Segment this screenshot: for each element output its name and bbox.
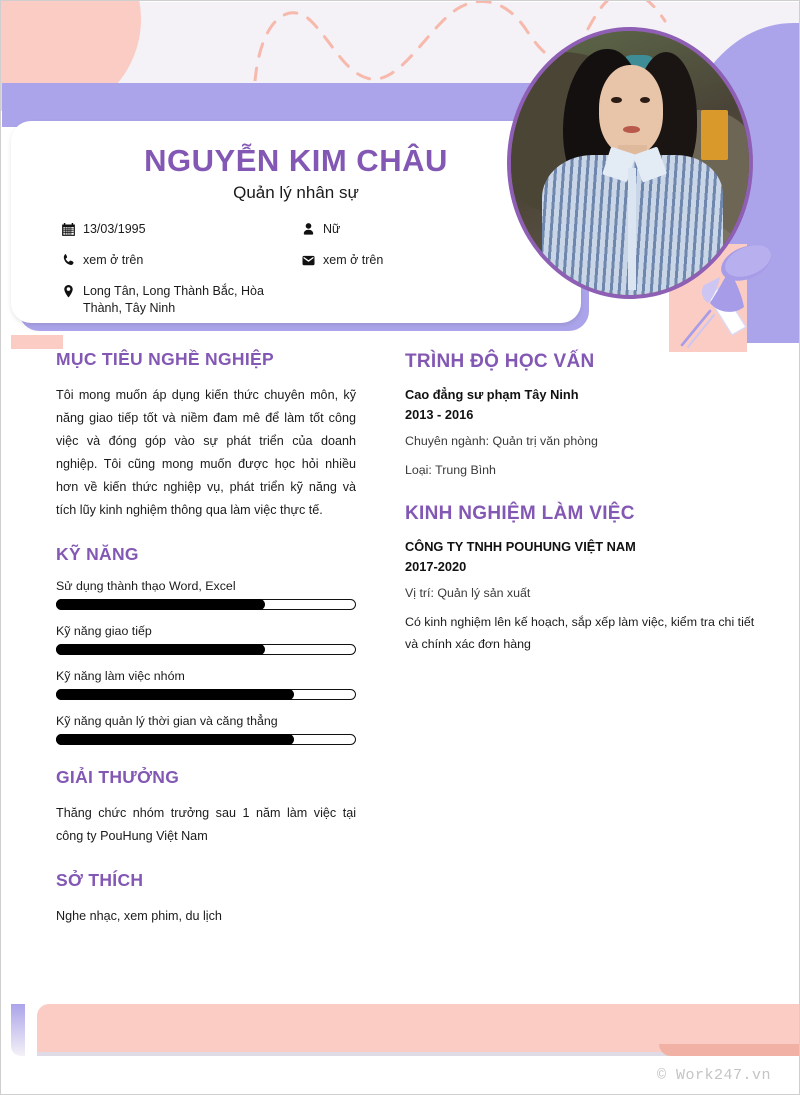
calendar-icon [61, 221, 83, 237]
section-heading-experience: KINH NGHIỆM LÀM VIỆC [405, 503, 635, 524]
avatar [507, 27, 753, 299]
skill-label: Kỹ năng quản lý thời gian và căng thẳng [56, 714, 278, 728]
skill-progress-bar [56, 599, 356, 610]
footer-purple-accent [11, 1004, 25, 1056]
skill-label: Kỹ năng làm việc nhóm [56, 669, 185, 683]
contact-row-birthdate [61, 221, 301, 239]
skill-progress-fill [56, 689, 294, 700]
section-experience [405, 503, 757, 655]
phone-icon [61, 252, 83, 268]
header-card [11, 121, 581, 323]
contact-row-address [61, 283, 301, 317]
footer-peach-accent [659, 1044, 799, 1056]
contact-row-gender [301, 221, 531, 239]
contact-birthdate-value: 13/03/1995 [83, 222, 146, 236]
section-objective [56, 349, 356, 522]
skill-label: Sử dụng thành thạo Word, Excel [56, 579, 236, 593]
contact-email-value: xem ở trên [323, 253, 384, 267]
education-entry [405, 387, 757, 481]
avatar-image [511, 31, 749, 295]
contact-row-phone [61, 252, 301, 270]
section-heading-education: TRÌNH ĐỘ HỌC VẤN [405, 351, 595, 372]
person-icon [301, 221, 323, 237]
contact-address-value: Long Tân, Long Thành Bắc, Hòa Thành, Tây Ninh [83, 284, 264, 315]
skill-item [56, 669, 356, 700]
awards-text: Thăng chức nhóm trưởng sau 1 năm làm việc tại công ty PouHung Việt Nam [56, 806, 356, 843]
objective-text: Tôi mong muốn áp dụng kiến thức chuyên môn, kỹ năng giao tiếp tốt và niềm đam mê để làm tốt công việc và đóng góp vào sự phát triển của doanh nghiệp. Tôi cũng mong muốn được học hỏi nhiều hơn về kiến thức nghiệp vụ, phát triển kỹ năng và tích lũy kinh nghiệm thông qua làm việc thực tế. [56, 388, 356, 517]
experience-entry [405, 539, 757, 655]
skill-progress-fill [56, 644, 265, 655]
contact-gender-value: Nữ [323, 222, 341, 236]
page-title: NGUYỄN KIM CHÂU [144, 143, 448, 178]
peach-tab-decoration [11, 335, 63, 349]
contact-row-email [301, 252, 531, 270]
experience-description: Có kinh nghiệm lên kế hoạch, sắp xếp làm việc, kiểm tra chi tiết và chính xác đơn hàng [405, 615, 755, 651]
envelope-icon [301, 252, 323, 268]
skill-item [56, 624, 356, 655]
experience-position: Vị trí: Quản lý sản xuất [405, 586, 531, 600]
job-role: Quản lý nhân sự [233, 183, 359, 202]
skill-progress-fill [56, 734, 294, 745]
location-pin-icon [61, 283, 83, 299]
skill-progress-bar [56, 689, 356, 700]
skill-progress-bar [56, 734, 356, 745]
experience-company: CÔNG TY TNHH POUHUNG VIỆT NAM [405, 539, 636, 554]
section-heading-objective: MỤC TIÊU NGHỀ NGHIỆP [56, 349, 274, 369]
left-column [56, 349, 356, 950]
right-column [405, 351, 757, 677]
skill-label: Kỹ năng giao tiếp [56, 624, 152, 638]
hobbies-text: Nghe nhạc, xem phim, du lịch [56, 909, 222, 923]
section-awards [56, 767, 356, 848]
section-heading-hobbies: SỞ THÍCH [56, 870, 144, 890]
education-school: Cao đẳng sư phạm Tây Ninh [405, 387, 579, 402]
education-period: 2013 - 2016 [405, 407, 474, 422]
section-heading-awards: GIẢI THƯỞNG [56, 767, 180, 787]
contact-phone-value: xem ở trên [83, 253, 144, 267]
education-major: Chuyên ngành: Quản trị văn phòng [405, 434, 598, 448]
skill-progress-fill [56, 599, 265, 610]
section-skills [56, 544, 356, 745]
contact-column-left [61, 221, 301, 330]
watermark: © Work247.vn [656, 1067, 771, 1084]
contact-column-right [301, 221, 531, 283]
experience-period: 2017-2020 [405, 559, 467, 574]
section-education [405, 351, 757, 481]
section-heading-skills: KỸ NĂNG [56, 544, 139, 564]
education-grade: Loại: Trung Bình [405, 463, 496, 477]
skill-item [56, 714, 356, 745]
skill-item [56, 579, 356, 610]
skill-progress-bar [56, 644, 356, 655]
section-hobbies [56, 870, 356, 928]
